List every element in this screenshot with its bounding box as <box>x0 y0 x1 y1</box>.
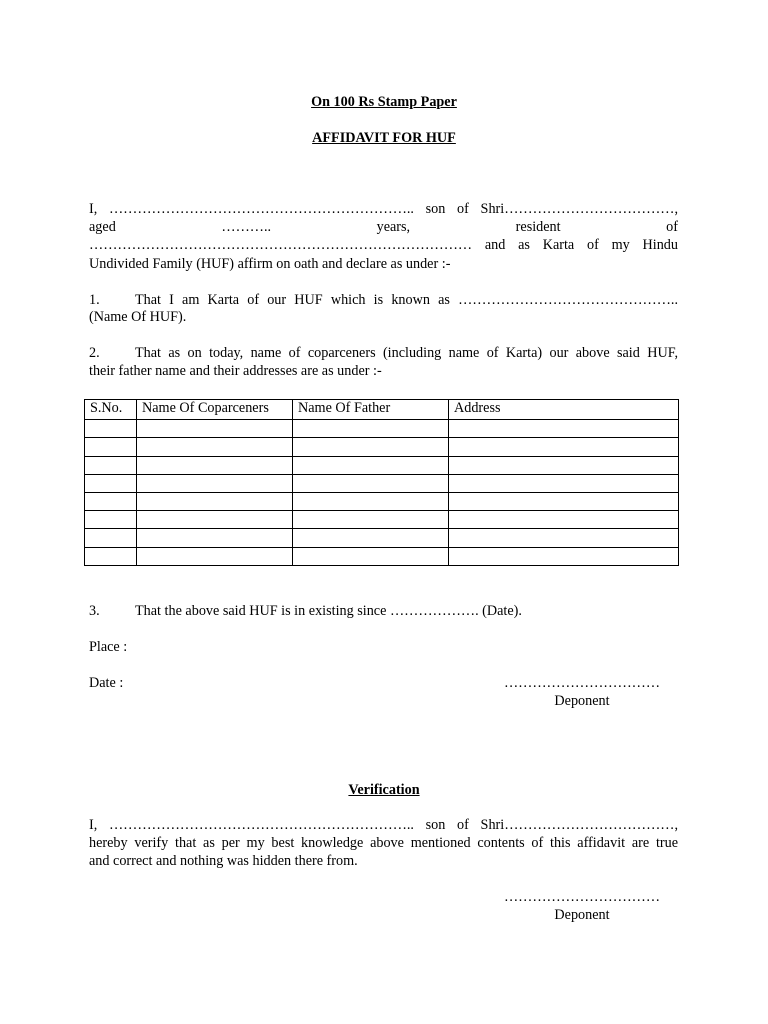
table-cell <box>293 438 449 456</box>
table-cell <box>85 420 137 438</box>
verification-deponent-label: Deponent <box>554 907 610 923</box>
table-row <box>85 456 679 474</box>
table-cell <box>293 492 449 510</box>
deponent-signature-line: …………………………… <box>503 675 661 691</box>
intro-word: resident <box>515 219 561 235</box>
para-2-line-1 <box>89 345 678 362</box>
document-title: AFFIDAVIT FOR HUF <box>312 130 456 146</box>
intro-line-3: ……………………………………………………………………… and as Karta of my Hindu <box>89 237 678 253</box>
intro-word: aged <box>89 219 116 235</box>
intro-word: of <box>666 219 678 235</box>
intro-word: ……….. <box>221 219 272 235</box>
header-name-of-coparceners: Name Of Coparceners <box>137 400 293 420</box>
table-cell <box>137 420 293 438</box>
table-cell <box>137 456 293 474</box>
table-row <box>85 420 679 438</box>
coparceners-table <box>84 399 679 566</box>
table-cell <box>85 529 137 547</box>
para-1-number: 1. <box>89 292 100 308</box>
verification-line-2: hereby verify that as per my best knowledge above mentioned contents of this affidavit are true <box>89 835 678 851</box>
verification-line-1: I, ……………………………………………………….. son of Shri………………………………, <box>89 817 678 833</box>
table-cell <box>85 456 137 474</box>
table-cell <box>85 547 137 565</box>
table-cell <box>449 492 679 510</box>
place-label: Place : <box>89 639 128 655</box>
para-1-line-2: (Name Of HUF). <box>89 309 187 325</box>
para-2-number: 2. <box>89 345 100 361</box>
verification-title: Verification <box>348 782 420 798</box>
verification-line-3: and correct and nothing was hidden there from. <box>89 853 358 869</box>
table-cell <box>137 492 293 510</box>
intro-line-2 <box>89 219 678 236</box>
table-cell <box>137 529 293 547</box>
table-cell <box>449 547 679 565</box>
para-3-number: 3. <box>89 603 100 619</box>
table-cell <box>449 438 679 456</box>
table-row <box>85 547 679 565</box>
table-cell <box>85 492 137 510</box>
table-row <box>85 511 679 529</box>
table-cell <box>449 529 679 547</box>
verification-signature-line: …………………………… <box>503 889 661 905</box>
deponent-label: Deponent <box>554 693 610 709</box>
header-address: Address <box>449 400 679 420</box>
table-row <box>85 492 679 510</box>
table-cell <box>293 511 449 529</box>
para-3-text: That the above said HUF is in existing since ………………. (Date). <box>135 603 522 619</box>
para-1-text: That I am Karta of our HUF which is known as ……………………………………….. <box>135 292 678 308</box>
table-cell <box>293 529 449 547</box>
header-sno: S.No. <box>85 400 137 420</box>
table-row <box>85 438 679 456</box>
table-cell <box>449 474 679 492</box>
intro-word: years, <box>376 219 411 235</box>
table-cell <box>449 456 679 474</box>
table-cell <box>137 511 293 529</box>
table-cell <box>449 511 679 529</box>
para-1-line-1 <box>89 292 678 310</box>
table-cell <box>293 474 449 492</box>
table-cell <box>293 420 449 438</box>
para-2-text: That as on today, name of coparceners (including name of Karta) our above said HUF, <box>135 345 678 361</box>
table-cell <box>137 474 293 492</box>
stamp-paper-heading: On 100 Rs Stamp Paper <box>311 94 457 110</box>
intro-line-4: Undivided Family (HUF) affirm on oath and declare as under :- <box>89 256 451 272</box>
header-name-of-father: Name Of Father <box>293 400 449 420</box>
para-3 <box>89 603 678 620</box>
table-row <box>85 529 679 547</box>
table-cell <box>85 511 137 529</box>
table-cell <box>449 420 679 438</box>
table-cell <box>137 438 293 456</box>
intro-line-1: I, ……………………………………………………….. son of Shri………………………………, <box>89 201 678 217</box>
table-header-row <box>85 400 679 420</box>
date-label: Date : <box>89 675 124 691</box>
table-cell <box>85 474 137 492</box>
para-2-line-2: their father name and their addresses are as under :- <box>89 363 382 379</box>
table-cell <box>137 547 293 565</box>
table-cell <box>293 456 449 474</box>
table-cell <box>293 547 449 565</box>
table-row <box>85 474 679 492</box>
table-cell <box>85 438 137 456</box>
